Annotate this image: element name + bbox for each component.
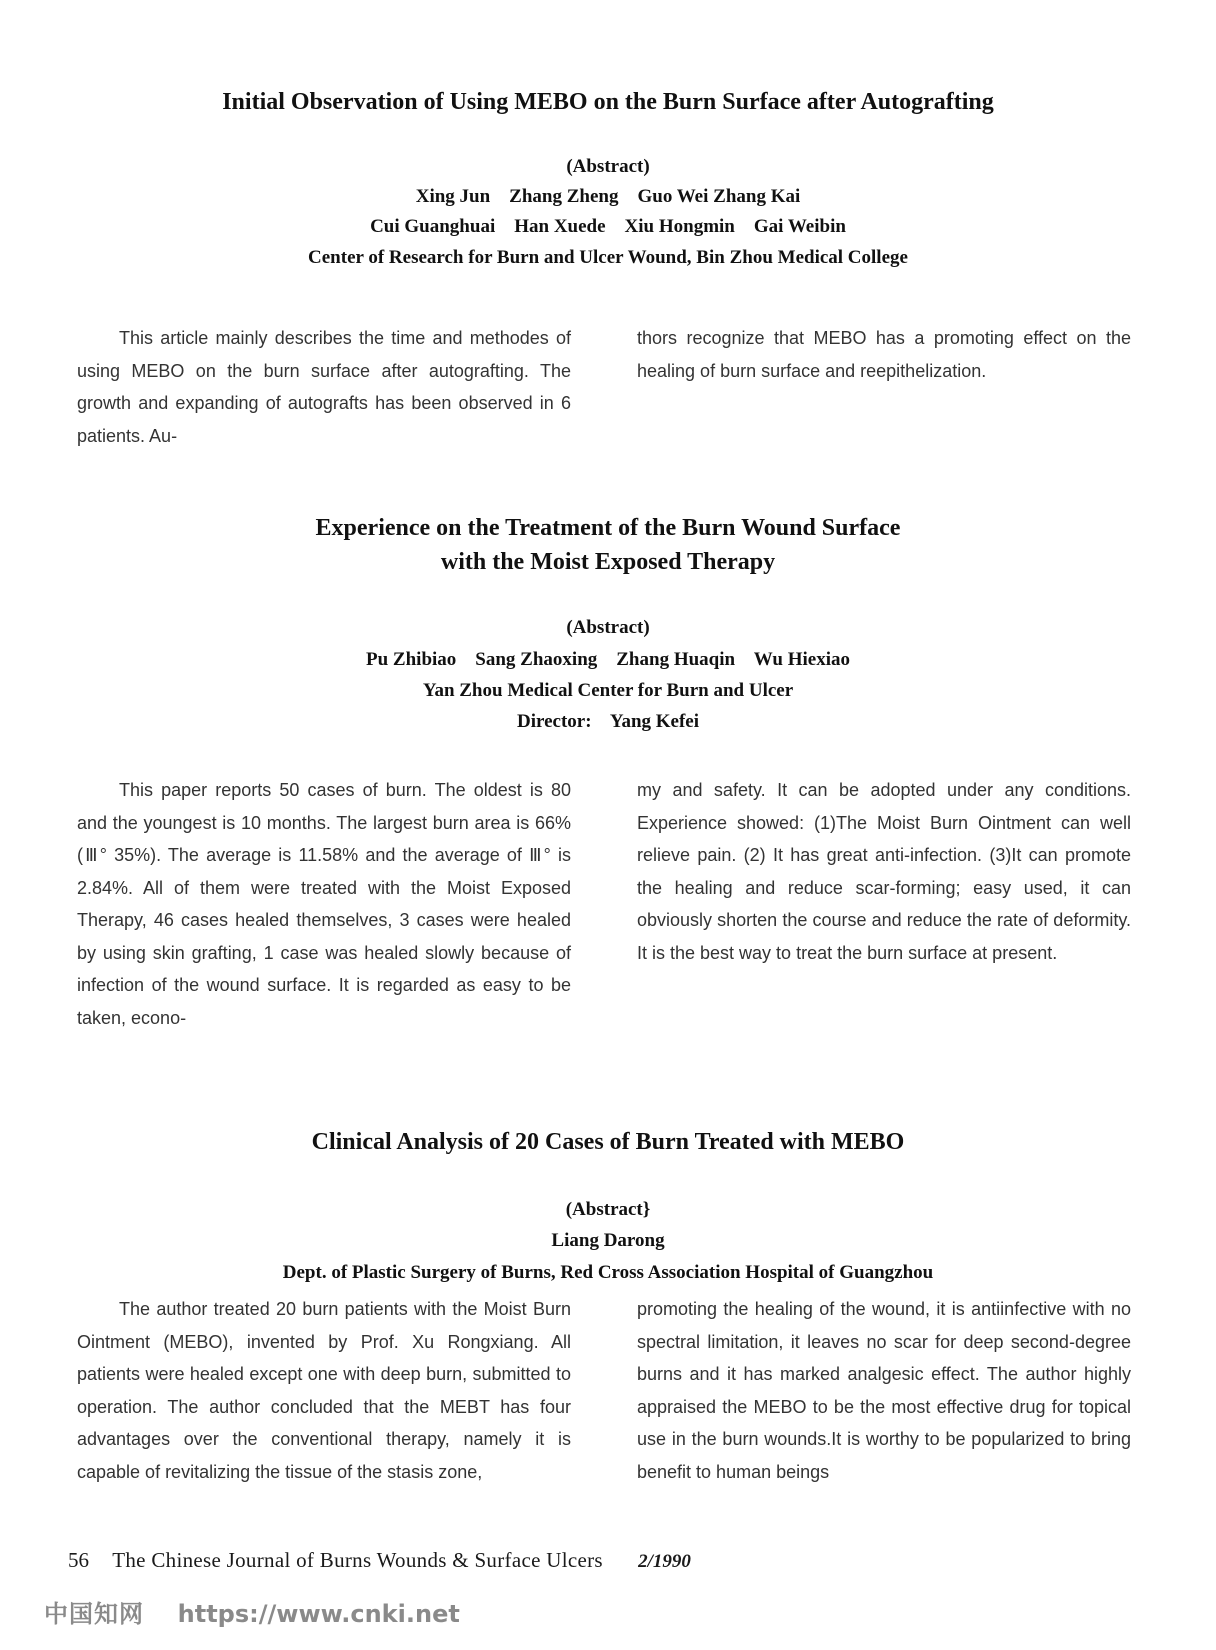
article-title: Initial Observation of Using MEBO on the Burn Surface after Autografting bbox=[222, 89, 994, 115]
abstract-label: (Abstract) bbox=[566, 617, 650, 638]
abstract-text: my and safety. It can be adopted under any conditions. Experience showed: (1)The Moist Burn Ointment can well relieve pain. (2) It has great anti-infection. (3)It can promote the healing and reduce scar-forming; easy used, it can obviously shorten the course and reduce the rate of deformity. It is the best way to treat the burn surface at present. bbox=[637, 780, 1131, 963]
author-line: Pu Zhibiao Sang Zhaoxing Zhang Huaqin Wu Hiexiao bbox=[366, 649, 850, 670]
affiliation-line: Yan Zhou Medical Center for Burn and Ulcer bbox=[422, 680, 794, 701]
abstract-column-right bbox=[637, 1293, 1131, 1488]
issue-label: 2/1990 bbox=[638, 1551, 691, 1572]
abstract-text: This article mainly describes the time and methodes of using MEBO on the burn surface after autografting. The growth and expanding of autografts has been observed in 6 patients. Au- bbox=[77, 328, 571, 446]
abstract-column-left bbox=[77, 1293, 571, 1488]
article-title: Clinical Analysis of 20 Cases of Burn Treated with MEBO bbox=[311, 1129, 905, 1155]
cnki-watermark bbox=[44, 1594, 460, 1629]
watermark-brand: 中国知网 bbox=[44, 1600, 144, 1628]
abstract-column-right bbox=[637, 774, 1131, 969]
abstract-column-left bbox=[77, 322, 571, 452]
director-line: Director: Yang Kefei bbox=[516, 711, 700, 732]
abstract-label: (Abstract} bbox=[565, 1199, 651, 1220]
article-title: with the Moist Exposed Therapy bbox=[440, 549, 776, 575]
watermark-url: https://www.cnki.net bbox=[177, 1600, 460, 1628]
abstract-column-right bbox=[637, 322, 1131, 387]
journal-name: The Chinese Journal of Burns Wounds & Surface Ulcers bbox=[112, 1548, 603, 1572]
author-line: Liang Darong bbox=[551, 1230, 665, 1251]
abstract-text: promoting the healing of the wound, it is antiinfective with no spectral limitation, it leaves no scar for deep second-degree burns and it has marked analgesic effect. The author highly appraised the MEBO to be the most effective drug for topical use in the burn wounds.It is worthy to be popularized to bring benefit to human beings bbox=[637, 1299, 1131, 1482]
affiliation-line: Center of Research for Burn and Ulcer Wound, Bin Zhou Medical College bbox=[308, 247, 908, 268]
page-number: 56 bbox=[68, 1548, 89, 1572]
author-line: Xing Jun Zhang Zheng Guo Wei Zhang Kai bbox=[415, 186, 801, 207]
affiliation-line: Dept. of Plastic Surgery of Burns, Red Cross Association Hospital of Guangzhou bbox=[282, 1262, 934, 1283]
abstract-text: This paper reports 50 cases of burn. The oldest is 80 and the youngest is 10 months. The largest burn area is 66% (Ⅲ° 35%). The average is 11.58% and the average of Ⅲ° is 2.84%. All of them were treated with the Moist Exposed Therapy, 46 cases healed themselves, 3 cases were healed by using skin grafting, 1 case was healed slowly because of infection of the wound surface. It is regarded as easy to be taken, econo- bbox=[77, 780, 571, 1028]
abstract-column-left bbox=[77, 774, 571, 1034]
article-title: Experience on the Treatment of the Burn Wound Surface bbox=[315, 515, 901, 541]
abstract-text: thors recognize that MEBO has a promoting effect on the healing of burn surface and reepithelization. bbox=[637, 328, 1131, 381]
author-line: Cui Guanghuai Han Xuede Xiu Hongmin Gai Weibin bbox=[370, 216, 846, 237]
abstract-label: (Abstract) bbox=[566, 156, 650, 177]
abstract-text: The author treated 20 burn patients with the Moist Burn Ointment (MEBO), invented by Prof. Xu Rongxiang. All patients were healed except one with deep burn, submitted to operation. The author concluded that the MEBT has four advantages over the conventional therapy, namely it is capable of revitalizing the tissue of the stasis zone, bbox=[77, 1299, 571, 1482]
page-footer bbox=[68, 1548, 691, 1573]
